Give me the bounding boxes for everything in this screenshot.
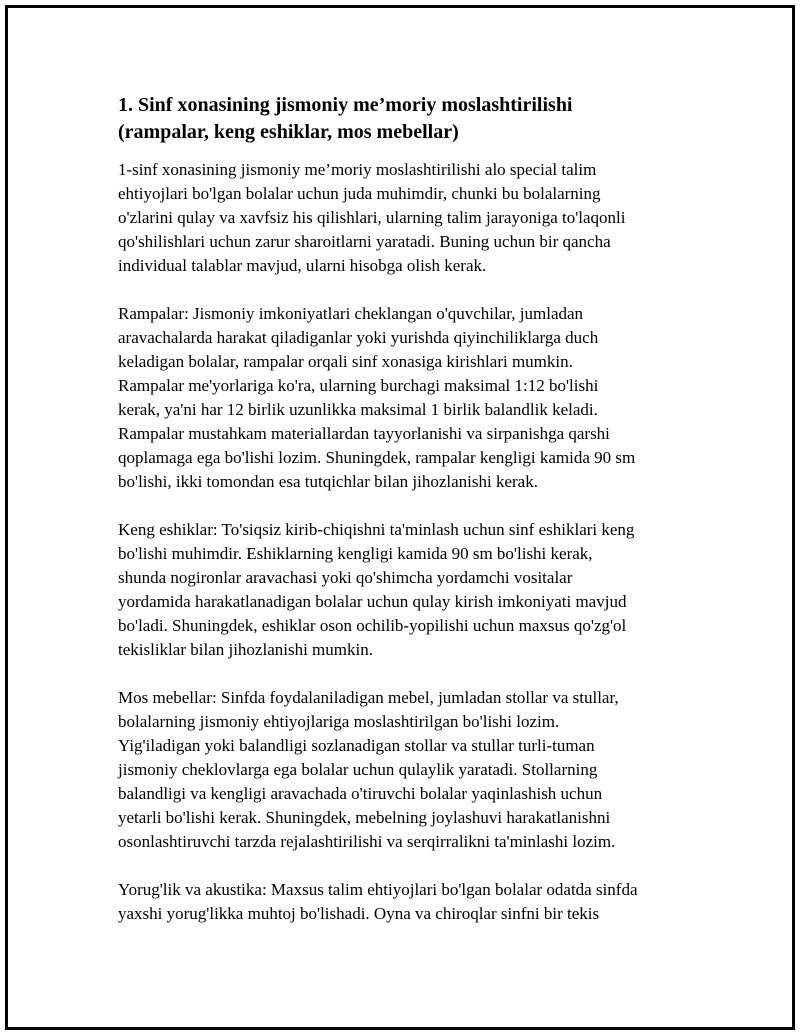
section-heading: 1. Sinf xonasining jismoniy me’moriy moslashtirilishi (rampalar, keng eshiklar, mos mebellar) xyxy=(118,94,573,143)
furniture-paragraph: Mos mebellar: Sinfda foydalaniladigan mebel, jumladan stollar va stullar, bolalarning jismoniy ehtiyojlariga moslashtirilgan bo'lishi lozim. Yig'iladigan yoki balandligi sozlanadigan stollar va stullar turli-tuman jismoniy cheklovlarga ega bolalar uchun qulaylik yaratadi. Stollarning balandligi va kengligi aravachada o'tiruvchi bolalar yaqinlashish uchun yetarli bo'lishi kerak. Shuningdek, mebelning joylashuvi harakatlanishni osonlashtiruvchi tarzda rejalashtirilishi va serqirralikni ta'minlashi lozim. xyxy=(118,688,619,851)
document-body xyxy=(118,92,690,950)
ramps-paragraph: Rampalar: Jismoniy imkoniyatlari cheklangan o'quvchilar, jumladan aravachalarda harakat qiladiganlar yoki yurishda qiyinchiliklarga duch keladigan bolalar, rampalar orqali sinf xonasiga kirishlari mumkin. Rampalar me'yorlariga ko'ra, ularning burchagi maksimal 1:12 bo'lishi kerak, ya'ni har 12 birlik uzunlikka maksimal 1 birlik balandlik keladi. Rampalar mustahkam materiallardan tayyorlanishi va sirpanishga qarshi qoplamaga ega bo'lishi lozim. Shuningdek, rampalar kengligi kamida 90 sm bo'lishi, ikki tomondan esa tutqichlar bilan jihozlanishi kerak. xyxy=(118,304,636,491)
intro-paragraph: 1-sinf xonasining jismoniy me’moriy moslashtirilishi alo special talim ehtiyojlari bo'lgan bolalar uchun juda muhimdir, chunki bu bolalarning o'zlarini qulay va xavfsiz his qilishlari, ularning talim jarayoniga to'laqonli qo'shilishlari uchun zarur sharoitlarni yaratadi. Buning uchun bir qancha individual talablar mavjud, ularni hisobga olish kerak. xyxy=(118,160,626,275)
lighting-acoustics-paragraph: Yorug'lik va akustika: Maxsus talim ehtiyojlari bo'lgan bolalar odatda sinfda yaxshi yorug'likka muhtoj bo'lishadi. Oyna va chiroqlar sinfni bir tekis xyxy=(118,880,638,923)
wide-doors-paragraph: Keng eshiklar: To'siqsiz kirib-chiqishni ta'minlash uchun sinf eshiklari keng bo'lishi muhimdir. Eshiklarning kengligi kamida 90 sm bo'lishi kerak, shunda nogironlar aravachasi yoki qo'shimcha yordamchi vositalar yordamida harakatlanadigan bolalar uchun qulay kirish imkoniyati mavjud bo'ladi. Shuningdek, eshiklar oson ochilib-yopilishi uchun maxsus qo'zg'ol tekisliklar bilan jihozlanishi mumkin. xyxy=(118,520,635,659)
